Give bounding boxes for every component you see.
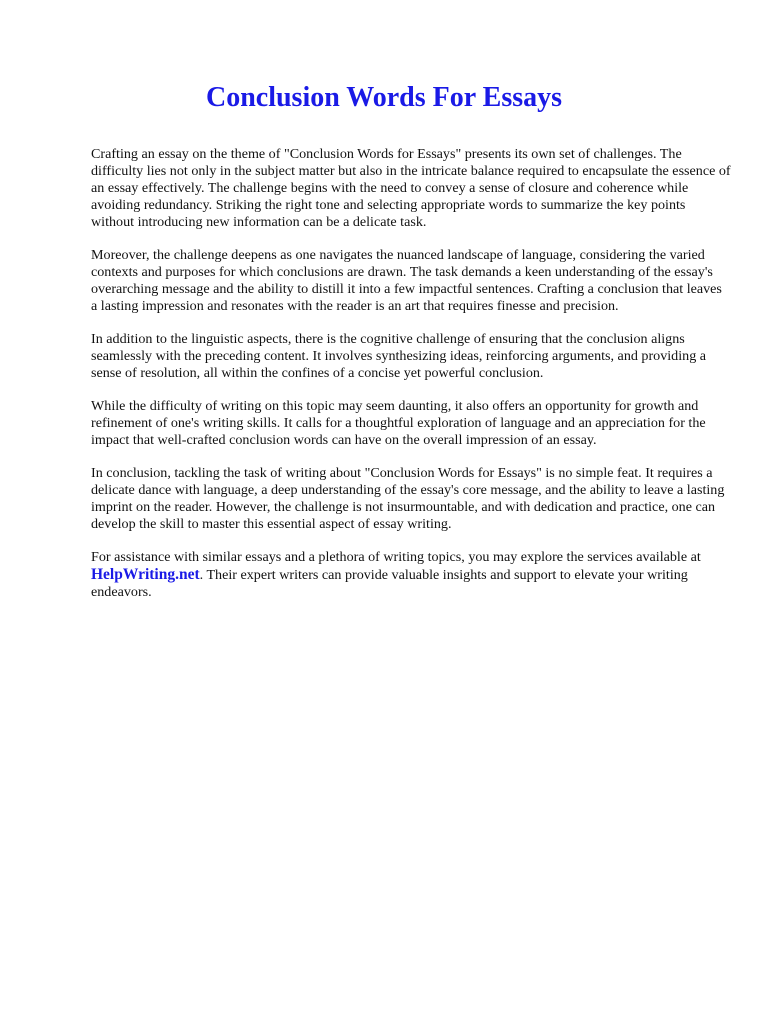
paragraph-4: While the difficulty of writing on this topic may seem daunting, it also offers an opportunity for growth and refinement of one's writing skills. It calls for a thoughtful exploration of language and an appreciation for the impact that well-crafted conclusion words can have on the overall impression of an essay.: [91, 398, 706, 448]
page-title: Conclusion Words For Essays: [205, 82, 563, 113]
paragraph-1: Crafting an essay on the theme of "Conclusion Words for Essays" presents its own set of challenges. The difficulty lies not only in the subject matter but also in the intricate balance required to encapsulate the essence of an essay effectively. The challenge begins with the need to convey a sense of closure and coherence while avoiding redundancy. Striking the right tone and selecting appropriate words to summarize the key points without introducing new information can be a delicate task.: [91, 146, 731, 230]
paragraph-3: In addition to the linguistic aspects, there is the cognitive challenge of ensuring that the conclusion aligns seamlessly with the preceding content. It involves synthesizing ideas, reinforcing arguments, and providing a sense of resolution, all within the confines of a concise yet powerful conclusion.: [91, 331, 707, 381]
paragraph-6-text-before: For assistance with similar essays and a plethora of writing topics, you may explore the services available at: [91, 549, 701, 565]
paragraph-6-text-after: . Their expert writers can provide valuable insights and support to elevate your writing endeavors.: [91, 567, 688, 600]
paragraph-5: In conclusion, tackling the task of writing about "Conclusion Words for Essays" is no simple feat. It requires a delicate dance with language, a deep understanding of the essay's core message, and the ability to leave a lasting imprint on the reader. However, the challenge is not insurmountable, and with dedication and practice, one can develop the skill to master this essential aspect of essay writing.: [91, 465, 725, 532]
helpwriting-link[interactable]: HelpWriting.net: [91, 566, 200, 583]
document-body: [91, 146, 731, 617]
paragraph-2: Moreover, the challenge deepens as one navigates the nuanced landscape of language, considering the varied contexts and purposes for which conclusions are drawn. The task demands a keen understanding of the essay's overarching message and the ability to distill it into a few impactful sentences. Crafting a conclusion that leaves a lasting impression and resonates with the reader is an art that requires finesse and precision.: [91, 247, 722, 314]
paragraph-6: [91, 549, 731, 601]
